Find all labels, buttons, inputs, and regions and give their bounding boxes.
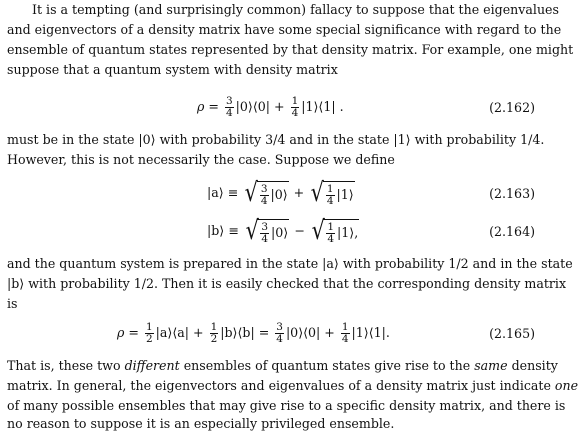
equation-number: (2.164) bbox=[489, 224, 535, 239]
text-line: matrix. In general, the eigenvectors and eigenvalues of a density matrix just indicate one bbox=[7, 378, 578, 393]
rho-symbol: ρ bbox=[197, 99, 205, 115]
text-line: ensemble of quantum states represented by that density matrix. For example, one might bbox=[7, 42, 574, 57]
equation-number: (2.162) bbox=[489, 100, 535, 115]
fraction: $\frac{1}{2}$ bbox=[145, 320, 153, 345]
text-line: It is a tempting (and surprisingly common) fallacy to suppose that the eigenvalues bbox=[32, 2, 559, 17]
rho-symbol: ρ bbox=[117, 325, 125, 341]
square-root: √ $\frac{1}{4}$ |1⟩, bbox=[311, 216, 359, 246]
fraction: $\frac{1}{2}$ bbox=[210, 320, 218, 345]
equation-2-163: |a⟩ ≡ √ $\frac{3}{4}$ |0⟩ + √ $\frac{1}{4}$ |1⟩ (2.163) bbox=[207, 178, 535, 208]
equation-2-162: ρ = $\frac{3}{4}$ |0⟩⟨0| + $\frac{1}{4}$ |1⟩⟨1| . (2.162) bbox=[197, 94, 535, 119]
equation-number: (2.163) bbox=[489, 186, 535, 201]
text-line: and the quantum system is prepared in the state |a⟩ with probability 1/2 and in the state bbox=[7, 256, 573, 271]
text-line: That is, these two different ensembles of quantum states give rise to the same density bbox=[7, 358, 558, 373]
fraction: $\frac{3}{4}$ bbox=[276, 320, 283, 345]
equation-2-164: |b⟩ ≡ √ $\frac{3}{4}$ |0⟩ − √ $\frac{1}{4}$ |1⟩, (2.164) bbox=[207, 216, 535, 246]
text-line: must be in the state |0⟩ with probability 3/4 and in the state |1⟩ with probability 1/4. bbox=[7, 132, 545, 147]
square-root: √ $\frac{3}{4}$ |0⟩ bbox=[244, 178, 288, 208]
equation-2-165: ρ = $\frac{1}{2}$ |a⟩⟨a| + $\frac{1}{2}$ |b⟩⟨b| = $\frac{3}{4}$ |0⟩⟨0| + $\frac{1}{4}$ |1⟩⟨1|. (2.165) bbox=[117, 320, 535, 345]
text-line: is bbox=[7, 296, 18, 311]
square-root: √ $\frac{1}{4}$ |1⟩ bbox=[310, 178, 354, 208]
equation-number: (2.165) bbox=[489, 326, 535, 341]
text-line: However, this is not necessarily the case. Suppose we define bbox=[7, 152, 395, 167]
fraction: $\frac{1}{4}$ bbox=[341, 320, 349, 345]
fraction: $\frac{1}{4}$ bbox=[291, 94, 299, 119]
square-root: √ $\frac{3}{4}$ |0⟩ bbox=[245, 216, 289, 246]
fraction: $\frac{3}{4}$ bbox=[225, 94, 233, 119]
text-line: and eigenvectors of a density matrix have some special significance with regard to the bbox=[7, 22, 562, 37]
text-line: of many possible ensembles that may give rise to a specific density matrix, and there is bbox=[7, 398, 566, 413]
text-line: suppose that a quantum system with density matrix bbox=[7, 62, 338, 77]
text-line: |b⟩ with probability 1/2. Then it is easily checked that the corresponding density matrix bbox=[7, 276, 567, 291]
text-line: no reason to suppose it is an especially privileged ensemble. bbox=[7, 416, 395, 431]
